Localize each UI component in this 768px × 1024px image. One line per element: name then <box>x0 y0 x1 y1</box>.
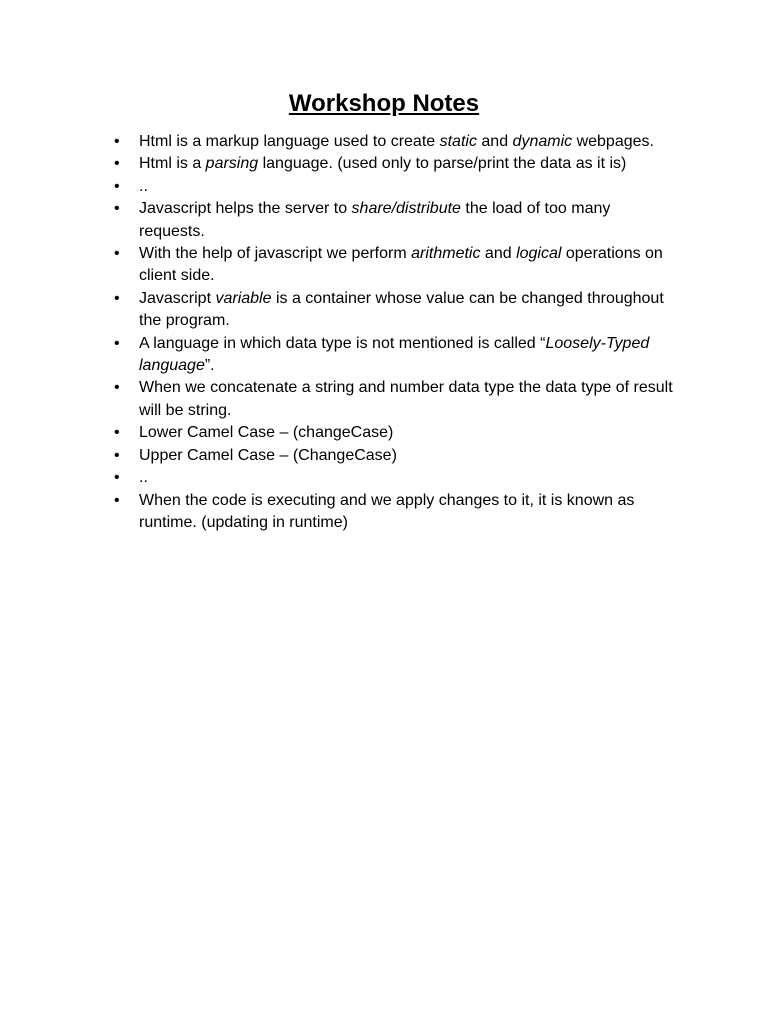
note-text: language. (used only to parse/print the data as it is) <box>258 155 627 173</box>
note-item <box>114 243 679 288</box>
note-emphasis: variable <box>215 289 272 307</box>
note-text: Html is a markup language used to create <box>139 133 440 150</box>
notes-list <box>114 131 679 534</box>
note-text: .. <box>139 177 148 195</box>
note-item <box>114 467 679 489</box>
note-emphasis: parsing <box>205 155 259 173</box>
note-text: the load of too many requests. <box>139 200 611 240</box>
note-item <box>114 288 679 333</box>
note-item <box>114 490 679 535</box>
note-emphasis: arithmetic <box>411 245 481 263</box>
note-item <box>114 153 679 175</box>
note-emphasis: dynamic <box>512 133 573 150</box>
note-text: and <box>476 133 513 150</box>
bullet-icon: • <box>114 289 120 307</box>
bullet-icon: • <box>114 133 120 150</box>
bullet-icon: • <box>114 491 120 509</box>
note-item <box>114 333 679 378</box>
note-item <box>114 422 679 444</box>
note-item <box>114 131 679 153</box>
note-text: and <box>480 245 517 263</box>
note-emphasis: logical <box>516 245 562 263</box>
bullet-icon: • <box>114 245 120 263</box>
note-text: Upper Camel Case – (ChangeCase) <box>139 446 397 464</box>
bullet-icon: • <box>114 469 120 487</box>
note-text: Javascript <box>139 289 216 307</box>
note-text: .. <box>139 469 148 487</box>
note-emphasis: static <box>439 133 477 150</box>
note-text: When the code is executing and we apply changes to it, it is known as runtime. (updating in runtime) <box>139 491 635 531</box>
note-item <box>114 176 679 198</box>
note-text: ”. <box>204 357 215 375</box>
bullet-icon: • <box>114 200 120 218</box>
note-text: Lower Camel Case – (changeCase) <box>139 424 394 442</box>
bullet-icon: • <box>114 334 120 352</box>
bullet-icon: • <box>114 155 120 173</box>
bullet-icon: • <box>114 379 120 397</box>
note-text: webpages. <box>572 133 654 150</box>
bullet-icon: • <box>114 446 120 464</box>
note-text: Html is a <box>139 155 206 173</box>
document-title: Workshop Notes <box>288 90 480 117</box>
note-text: When we concatenate a string and number data type the data type of result will be string. <box>139 379 673 419</box>
bullet-icon: • <box>114 424 120 442</box>
note-text: is a container whose value can be changed throughout the program. <box>139 289 664 330</box>
bullet-icon: • <box>114 177 120 195</box>
note-emphasis: share/distribute <box>351 200 461 218</box>
note-item <box>114 377 679 422</box>
note-text: Javascript helps the server to <box>139 200 352 218</box>
note-text: With the help of javascript we perform <box>139 245 412 263</box>
note-text: A language in which data type is not mentioned is called “ <box>139 334 546 352</box>
note-item <box>114 445 679 467</box>
note-emphasis: Loosely-Typed language <box>139 334 650 375</box>
note-text: operations on client side. <box>139 245 663 285</box>
note-item <box>114 198 679 243</box>
